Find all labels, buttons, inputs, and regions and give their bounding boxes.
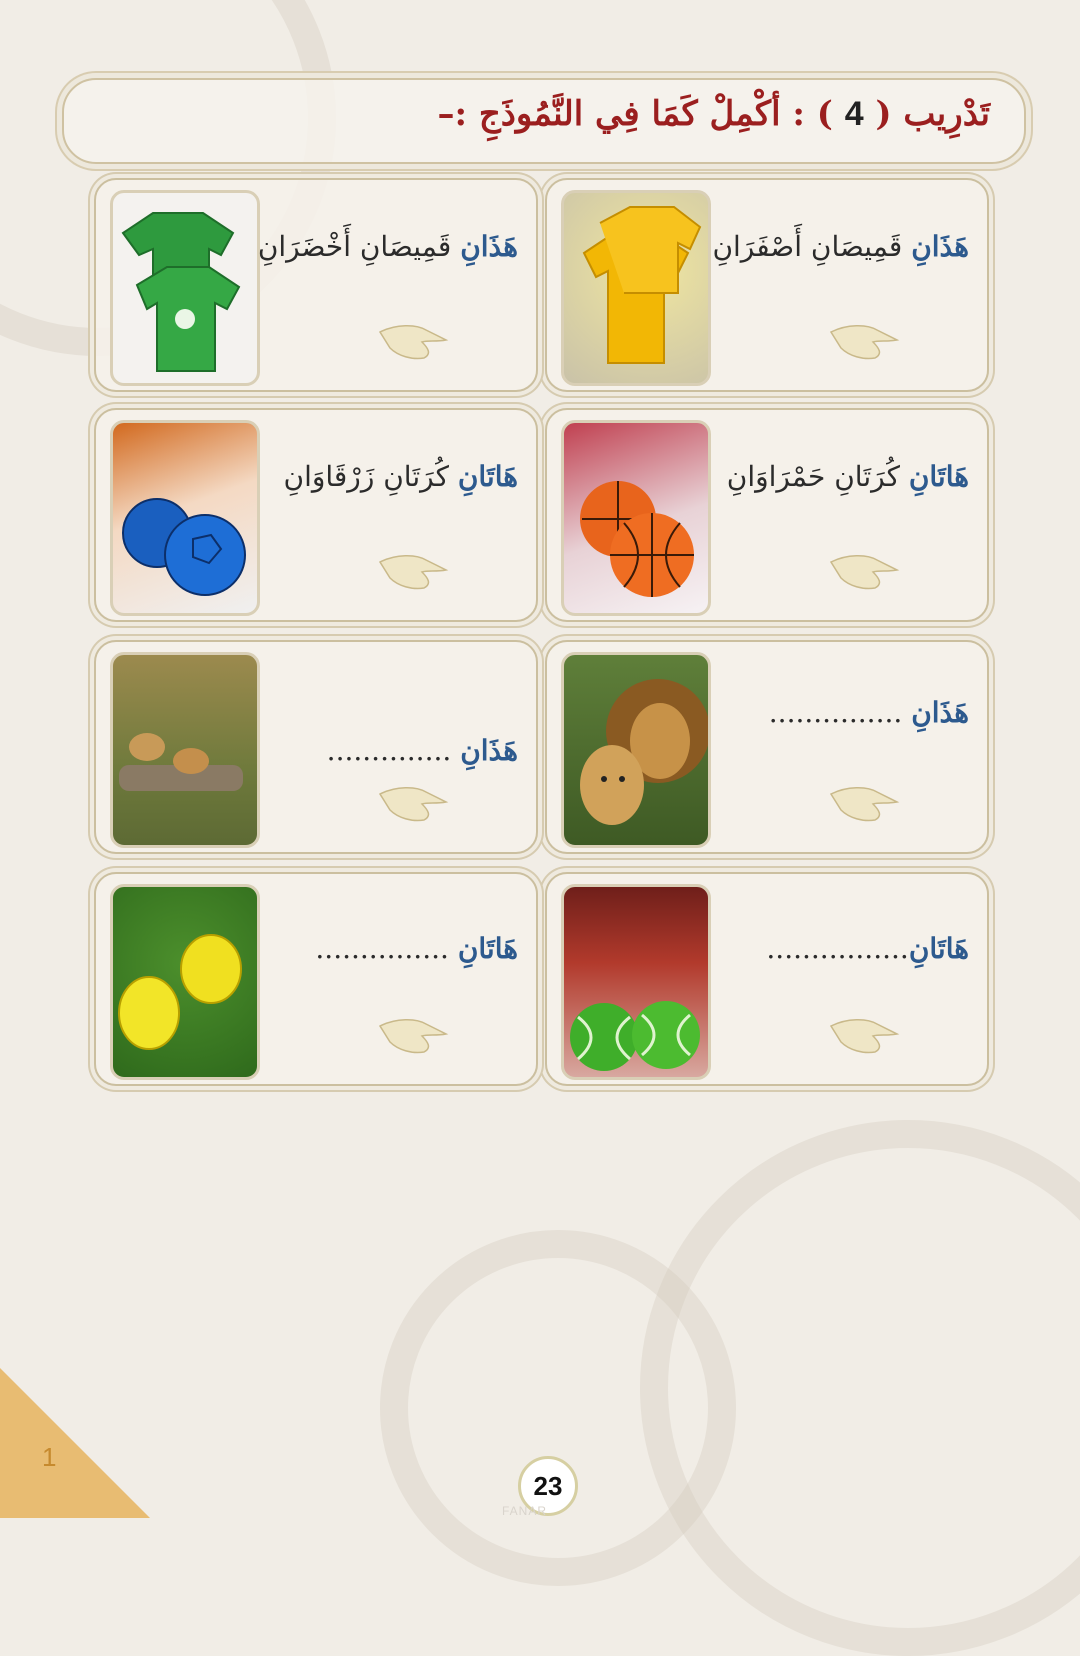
yellow-balls-image [110,884,260,1080]
pointing-hand-icon [827,548,901,592]
demonstrative-word: هَذَانِ [460,734,518,767]
exercise-sentence [315,932,518,965]
exercise-instruction: : أكْمِلْ كَمَا فِي النَّمُوذَجِ :– [437,94,805,134]
exercise-title-bar [62,78,1026,164]
pointing-hand-icon [827,780,901,824]
corner-tab [0,1368,150,1518]
lions-image [561,652,711,848]
pointing-hand-icon [376,780,450,824]
demonstrative-word: هَذَانِ [911,696,969,729]
background-ornament [380,1230,736,1586]
model-sentence [258,230,518,263]
publisher-logo: FANAR [502,1504,548,1518]
demonstrative-word: هَذَانِ [911,230,969,263]
green-shirts-image [110,190,260,386]
demonstrative-word: هَاتَانِ [457,460,518,493]
exercise-sentence [327,734,518,767]
exercise-title: تَدْرِيب ( 4 ) : أكْمِلْ كَمَا فِي النَّمُوذَجِ :– [437,94,990,134]
exercise-card-lions [545,640,989,854]
model-sentence [727,460,969,493]
page-number: 23 [518,1456,578,1516]
model-sentence [284,460,518,493]
sentence-text: كُرَتَانِ حَمْرَاوَانِ [726,460,900,493]
sentence-text: كُرَتَانِ زَرْقَاوَانِ [283,460,449,493]
answer-blank[interactable]: ............... [768,696,903,729]
exercise-card-blue-balls [94,408,538,622]
exercise-number: 4 [844,95,864,133]
pointing-hand-icon [376,1012,450,1056]
exercise-card-basketballs [545,408,989,622]
demonstrative-word: هَاتَانِ [908,460,969,493]
answer-blank[interactable]: ................ [766,932,909,965]
pointing-hand-icon [376,318,450,362]
pointing-hand-icon [827,1012,901,1056]
blue-balls-image [110,420,260,616]
exercise-sentence [769,696,969,729]
exercise-card-lion-cubs [94,640,538,854]
tennis-balls-image [561,884,711,1080]
pointing-hand-icon [827,318,901,362]
sentence-text: قَمِيصَانِ أَخْضَرَانِ [257,230,452,263]
exercise-card-tennis-balls [545,872,989,1086]
corner-number: 1 [42,1442,57,1472]
sentence-text: قَمِيصَانِ أَصْفَرَانِ [712,230,903,263]
answer-blank[interactable]: ............... [315,932,449,965]
demonstrative-word: هَاتَانِ [457,932,518,965]
demonstrative-word: هَاتَانِ [908,932,969,965]
yellow-shirts-image [561,190,711,386]
exercise-card-yellow-balls [94,872,538,1086]
exercise-card-green-shirts [94,178,538,392]
exercise-sentence [766,932,969,965]
basketballs-image [561,420,711,616]
exercise-card-yellow-shirts [545,178,989,392]
exercise-label: تَدْرِيب [903,94,990,134]
answer-blank[interactable]: .............. [326,734,452,767]
pointing-hand-icon [376,548,450,592]
lion-cubs-image [110,652,260,848]
model-sentence [712,230,969,263]
demonstrative-word: هَذَانِ [460,230,518,263]
